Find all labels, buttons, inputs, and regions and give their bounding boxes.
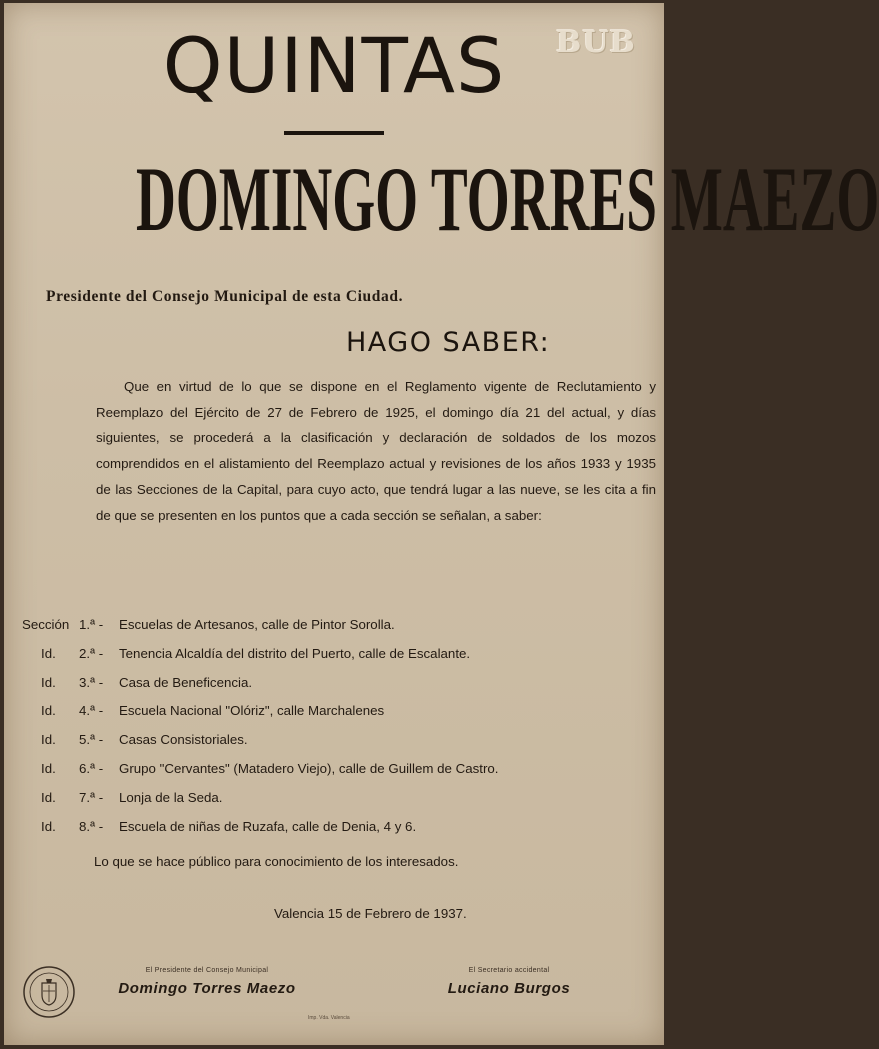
section-row (22, 784, 652, 813)
section-prefix: Id. (41, 674, 56, 690)
section-row (22, 755, 652, 784)
sections-list (22, 611, 652, 841)
section-number: 6.ª - (79, 760, 104, 776)
poster-title: QUINTAS (162, 21, 506, 110)
section-row (22, 611, 652, 640)
section-prefix: Id. (41, 760, 56, 776)
section-prefix: Id. (41, 703, 56, 719)
issue-date: Valencia 15 de Febrero de 1937. (274, 906, 467, 921)
president-subtitle: Presidente del Consejo Municipal de esta Ciudad. (46, 288, 404, 305)
section-number: 4.ª - (79, 703, 104, 719)
section-place: Tenencia Alcaldía del distrito del Puerto, calle de Escalante. (119, 645, 471, 661)
section-row (22, 813, 652, 842)
announcement-heading: HAGO SABER: (346, 327, 551, 358)
section-prefix: Id. (41, 789, 56, 805)
section-prefix: Id. (41, 818, 56, 834)
closing-statement: Lo que se hace público para conocimiento de los interesados. (94, 854, 459, 869)
signature-secretary (414, 967, 604, 997)
municipal-seal-icon (22, 965, 76, 1019)
section-row (22, 669, 652, 698)
section-prefix: Sección (22, 617, 70, 632)
printer-imprint: Imp. Vda. Valencia (308, 1015, 350, 1021)
section-place: Grupo "Cervantes" (Matadero Viejo), calle de Guillem de Castro. (119, 760, 499, 776)
section-place: Lonja de la Seda. (119, 789, 223, 805)
section-number: 5.ª - (79, 732, 104, 748)
section-row (22, 726, 652, 755)
signature-name: Domingo Torres Maezo (118, 980, 296, 997)
signature-role: El Secretario accidental (468, 967, 550, 974)
title-underline (284, 131, 384, 135)
section-place: Casa de Beneficencia. (119, 674, 253, 690)
section-place: Escuela Nacional "Olóriz", calle Marchalenes (119, 703, 385, 719)
section-row (22, 640, 652, 669)
section-number: 1.ª - (79, 617, 104, 632)
section-prefix: Id. (41, 645, 56, 661)
signature-president (82, 967, 332, 997)
section-number: 7.ª - (79, 789, 104, 805)
archive-stamp: BUB (556, 25, 636, 60)
section-place: Escuela de niñas de Ruzafa, calle de Denia, 4 y 6. (119, 818, 417, 834)
announcement-body: Que en virtud de lo que se dispone en el Reglamento vigente de Reclutamiento y Reemplazo del Ejército de 27 de Febrero de 1925, el domingo día 21 del actual, y días siguientes, se procederá a la clasificación y declaración de soldados de los mozos comprendidos en el alistamiento del Reemplazo actual y revisiones de los años 1933 y 1935 de las Secciones de la Capital, para cuyo acto, que tendrá lugar a las nueve, se les cita a fin de que se presenten en los puntos que a cada sección se señalan, a saber: (96, 379, 656, 523)
section-row (22, 697, 652, 726)
signature-name: Luciano Burgos (447, 980, 571, 997)
section-number: 3.ª - (79, 674, 104, 690)
section-number: 8.ª - (79, 818, 104, 834)
poster (4, 3, 879, 1045)
section-number: 2.ª - (79, 645, 104, 661)
section-place: Escuelas de Artesanos, calle de Pintor Sorolla. (119, 617, 395, 632)
section-place: Casas Consistoriales. (119, 732, 248, 748)
section-prefix: Id. (41, 732, 56, 748)
signature-role: El Presidente del Consejo Municipal (145, 967, 269, 974)
president-name: DOMINGO TORRES MAEZO (135, 148, 879, 250)
